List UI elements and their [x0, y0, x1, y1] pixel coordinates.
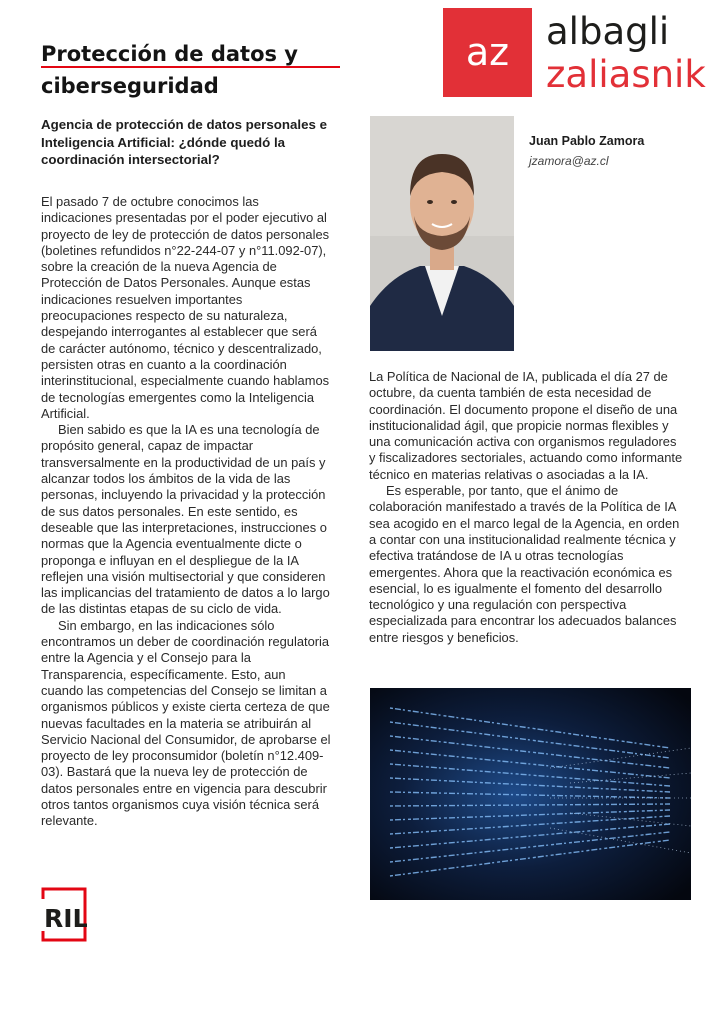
article-left-column	[41, 194, 331, 830]
article-title: Agencia de protección de datos personales e Inteligencia Artificial: ¿dónde quedó la coordinación intersectorial?	[41, 117, 327, 168]
author-email: jzamora@az.cl	[529, 154, 609, 168]
paragraph: El pasado 7 de octubre conocimos las indicaciones presentadas por el poder ejecutivo al proyecto de ley de protección de datos personales (boletines refundidos n°22-244-07 y n°11.092-07), sobre la creación de la nueva Agencia de Protección de Datos Personales. Aunque estas indicaciones resuelven importantes preocupaciones respecto de su naturaleza, despejando interrogantes al establecer que será de carácter autónomo, técnico y descentralizado, persisten otras en cuanto a la coordinación interinstitucional, especialmente cuando hablamos de tecnologías emergentes como la Inteligencia Artificial.	[41, 194, 330, 421]
paragraph: Es esperable, por tanto, que el ánimo de colaboración manifestado a través de la Política de IA sea acogido en el marco legal de la Agencia, en orden a contar con una institucionalidad realmente técnica y efectiva tratándose de IA u otras tecnologías emergentes. Ahora que la reactivación económica es esencial, lo es igualmente el fomento del desarrollo tecnológico y una regulación con perspectiva especializada para encontrar los adecuados balances entre riesgos y beneficios.	[369, 483, 680, 645]
albagli-zaliasnik-logo	[443, 8, 713, 98]
paragraph: La Política de Nacional de IA, publicada el día 27 de octubre, da cuenta también de esta necesidad de coordinación. El documento propone el diseño de una institucionalidad ágil, que propicie normas flexibles y una comunicación activa con organismos reguladores y fiscalizadores sectoriales, actuando como informante técnico en materias relativas o asociadas a la IA.	[369, 369, 683, 482]
paragraph: Bien sabido es que la IA es una tecnología de propósito general, capaz de impactar transversalmente en la productividad de un país y alcanzar todos los ámbitos de la vida de las personas, incluyendo la privacidad y la protección de sus datos personales. En este sentido, es deseable que las interpretaciones, instrucciones o normas que la Agencia eventualmente dicte o proponga e influyan en el despliegue de la IA reflejen una visión multisectorial y que consideren las implicancias del tratamiento de datos a lo largo de las distintas etapas de su ciclo de vida.	[41, 422, 330, 617]
code-stream-illustration	[370, 688, 691, 900]
author-photo	[370, 116, 514, 351]
paragraph: Sin embargo, en las indicaciones sólo encontramos un deber de coordinación regulatoria entre la Agencia y el Consejo para la Transparencia, específicamente. Esto, aun cuando las competencias del Consejo se limitan a organismos públicos y existe cierta certeza de que nuevas facultades en la materia se atribuirán al Servicio Nacional del Consumidor, de aprobarse el proyecto de ley proconsumidor (boletín n°12.409-03). Bastará que la nueva ley de protección de datos personales entre en vigencia para descubrir otros tantos organismos cuya visión técnica será relevante.	[41, 617, 331, 829]
author-name: Juan Pablo Zamora	[529, 134, 645, 148]
section-title-line-2: ciberseguridad	[41, 74, 219, 98]
logo-word-bottom: zaliasnik	[546, 53, 706, 96]
title-underline	[41, 66, 340, 68]
logo-mark: az	[443, 8, 532, 97]
section-title-line-1: Protección de datos y	[41, 42, 298, 66]
article-right-column	[369, 369, 685, 646]
ril-logo	[41, 887, 87, 942]
section-title	[41, 38, 341, 102]
ril-logo-text: RIL	[44, 904, 87, 933]
logo-word-top: albagli	[546, 10, 670, 53]
